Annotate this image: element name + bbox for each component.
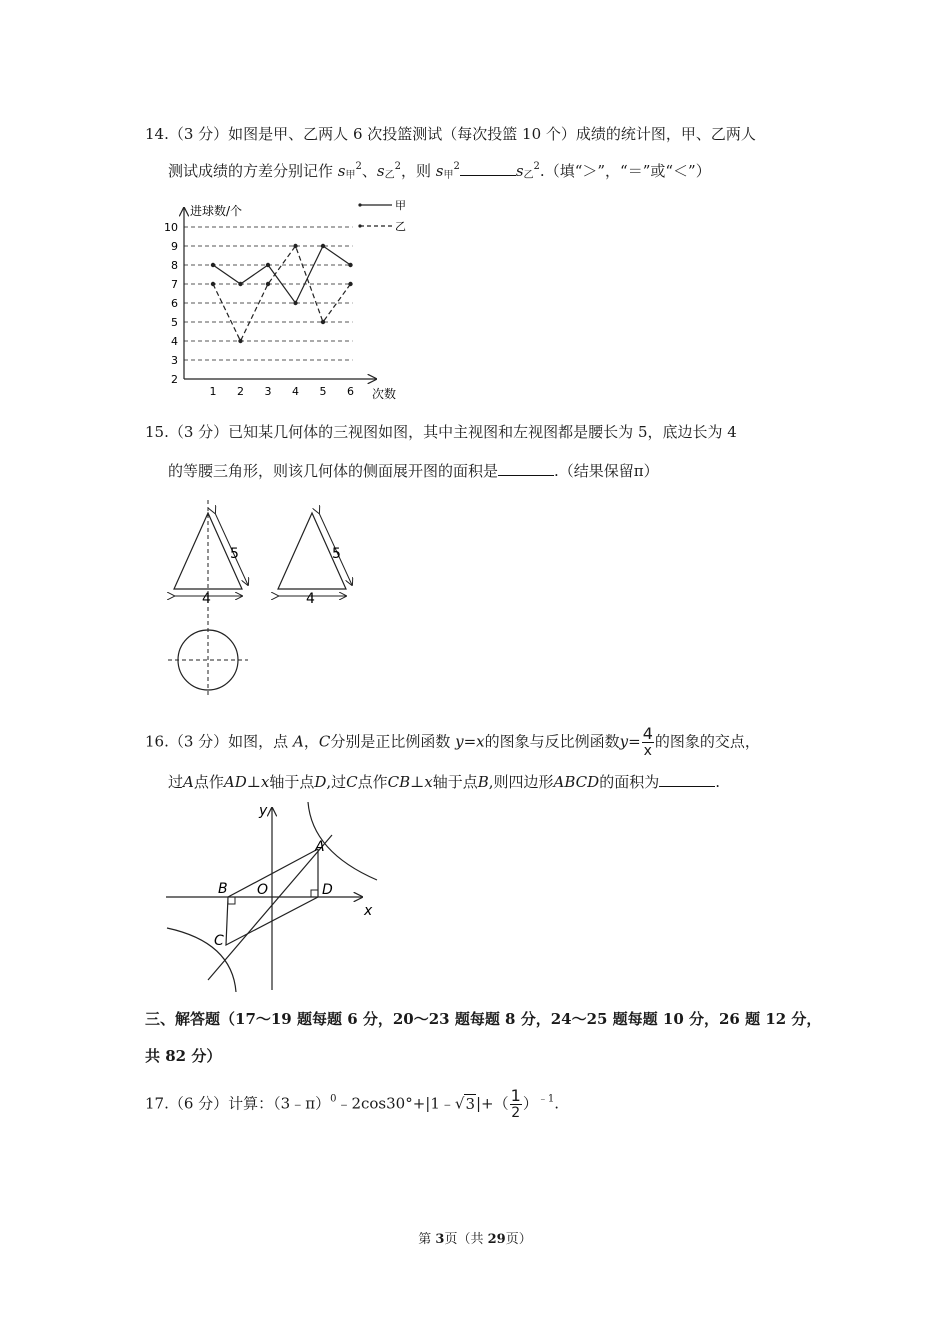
fig-origin-o: O — [257, 882, 269, 898]
series-0-point-1 — [211, 263, 215, 267]
fraction-1-over-2: $\frac{1}{2}$ — [510, 1086, 521, 1121]
q15-line1: 15.（3 分）已知某几何体的三视图如图，其中主视图和左视图都是腰长为 5，底边长为 4 — [145, 423, 737, 441]
answer-blank — [659, 786, 715, 787]
series-1-point-3 — [266, 282, 270, 286]
ytick-3: 3 — [171, 354, 178, 367]
dim-side-left: 5 — [332, 546, 341, 562]
answer-blank — [498, 475, 554, 476]
page-footer: 第 3页（共 29页） — [418, 1232, 532, 1247]
fig-point-d: D — [322, 882, 333, 898]
ytick-8: 8 — [171, 259, 178, 272]
series-1-point-4 — [293, 244, 297, 248]
q16-line2: 过A点作AD⊥x轴于点D,过C点作CB⊥x轴于点B,则四边形ABCD的面积为 . — [168, 773, 720, 791]
dim-base-front: 4 — [202, 591, 211, 607]
series-line-0 — [213, 246, 351, 303]
chart-ylabel: 进球数/个 — [190, 204, 243, 218]
ytick-2: 2 — [171, 373, 178, 386]
ytick-4: 4 — [171, 335, 178, 348]
q15-three-views — [160, 495, 375, 700]
top-view — [168, 607, 248, 698]
q14-line1: 14.（3 分）如图是甲、乙两人 6 次投篮测试（每次投篮 10 个）成绩的统计图，甲、乙两人 — [145, 125, 756, 143]
section3-heading-line1: 三、解答题（17～19 题每题 6 分，20～23 题每题 8 分，24～25 题每题 10 分，26 题 12 分， — [145, 1010, 822, 1028]
dim-base-left: 4 — [306, 591, 315, 607]
side-view — [278, 513, 352, 607]
legend-jia: 甲 — [395, 199, 406, 212]
series-0-point-4 — [293, 301, 297, 305]
q17-line: 17.（6 分）计算：（3﹣π）$^0$﹣2cos30°+|1﹣√3|+（ $\frac{1}{2}$ ）$^{﹣1}$. — [145, 1086, 559, 1121]
q16-coordinate-figure — [162, 800, 382, 995]
ytick-6: 6 — [171, 297, 178, 310]
series-0-point-3 — [266, 263, 270, 267]
fig-point-c: C — [214, 933, 224, 949]
q14-line2: 测试成绩的方差分别记作 $s_甲^2$、$s_乙^2$，则 $s_甲^2$ $s_乙^2$.（填“＞”，“＝”或“＜”） — [168, 161, 711, 181]
q16-line1: 16.（3 分）如图，点 A，C分别是正比例函数 y=x的图象与反比例函数y= $\frac{4}{x}$ 的图象的交点， — [145, 724, 760, 759]
ytick-9: 9 — [171, 240, 178, 253]
q14-line-chart — [160, 198, 410, 403]
fig-y-label: y — [259, 803, 268, 819]
q15-line2: 的等腰三角形，则该几何体的侧面展开图的面积是 .（结果保留π） — [168, 462, 659, 480]
xtick-1: 1 — [209, 385, 217, 398]
series-1-point-5 — [321, 320, 325, 324]
answer-blank — [460, 175, 516, 176]
series-line-1 — [213, 246, 351, 341]
fig-point-a: A — [315, 839, 325, 855]
chart-legend — [358, 199, 406, 233]
xtick-2: 2 — [237, 385, 244, 398]
xtick-5: 5 — [319, 385, 327, 398]
series-0-point-5 — [321, 244, 325, 248]
chart-xlabel: 次数 — [372, 387, 397, 401]
series-1-point-6 — [348, 282, 352, 286]
dim-side-front: 5 — [230, 546, 239, 562]
series-0-point-2 — [238, 282, 242, 286]
xtick-6: 6 — [347, 385, 354, 398]
section3-heading-line2: 共 82 分） — [145, 1047, 222, 1065]
xtick-3: 3 — [264, 385, 272, 398]
fraction-4-over-x: $\frac{4}{x}$ — [642, 724, 653, 759]
series-0-point-6 — [348, 263, 352, 267]
series-1-point-1 — [211, 282, 215, 286]
xtick-4: 4 — [292, 385, 299, 398]
legend-yi: 乙 — [395, 220, 406, 233]
ytick-5: 5 — [171, 316, 178, 329]
sqrt-3: 3 — [465, 1094, 475, 1113]
ytick-7: 7 — [171, 278, 178, 291]
ytick-10: 10 — [164, 221, 178, 234]
front-view — [174, 500, 248, 607]
fig-point-b: B — [218, 881, 228, 897]
series-1-point-2 — [238, 339, 242, 343]
fig-x-label: x — [364, 903, 373, 919]
